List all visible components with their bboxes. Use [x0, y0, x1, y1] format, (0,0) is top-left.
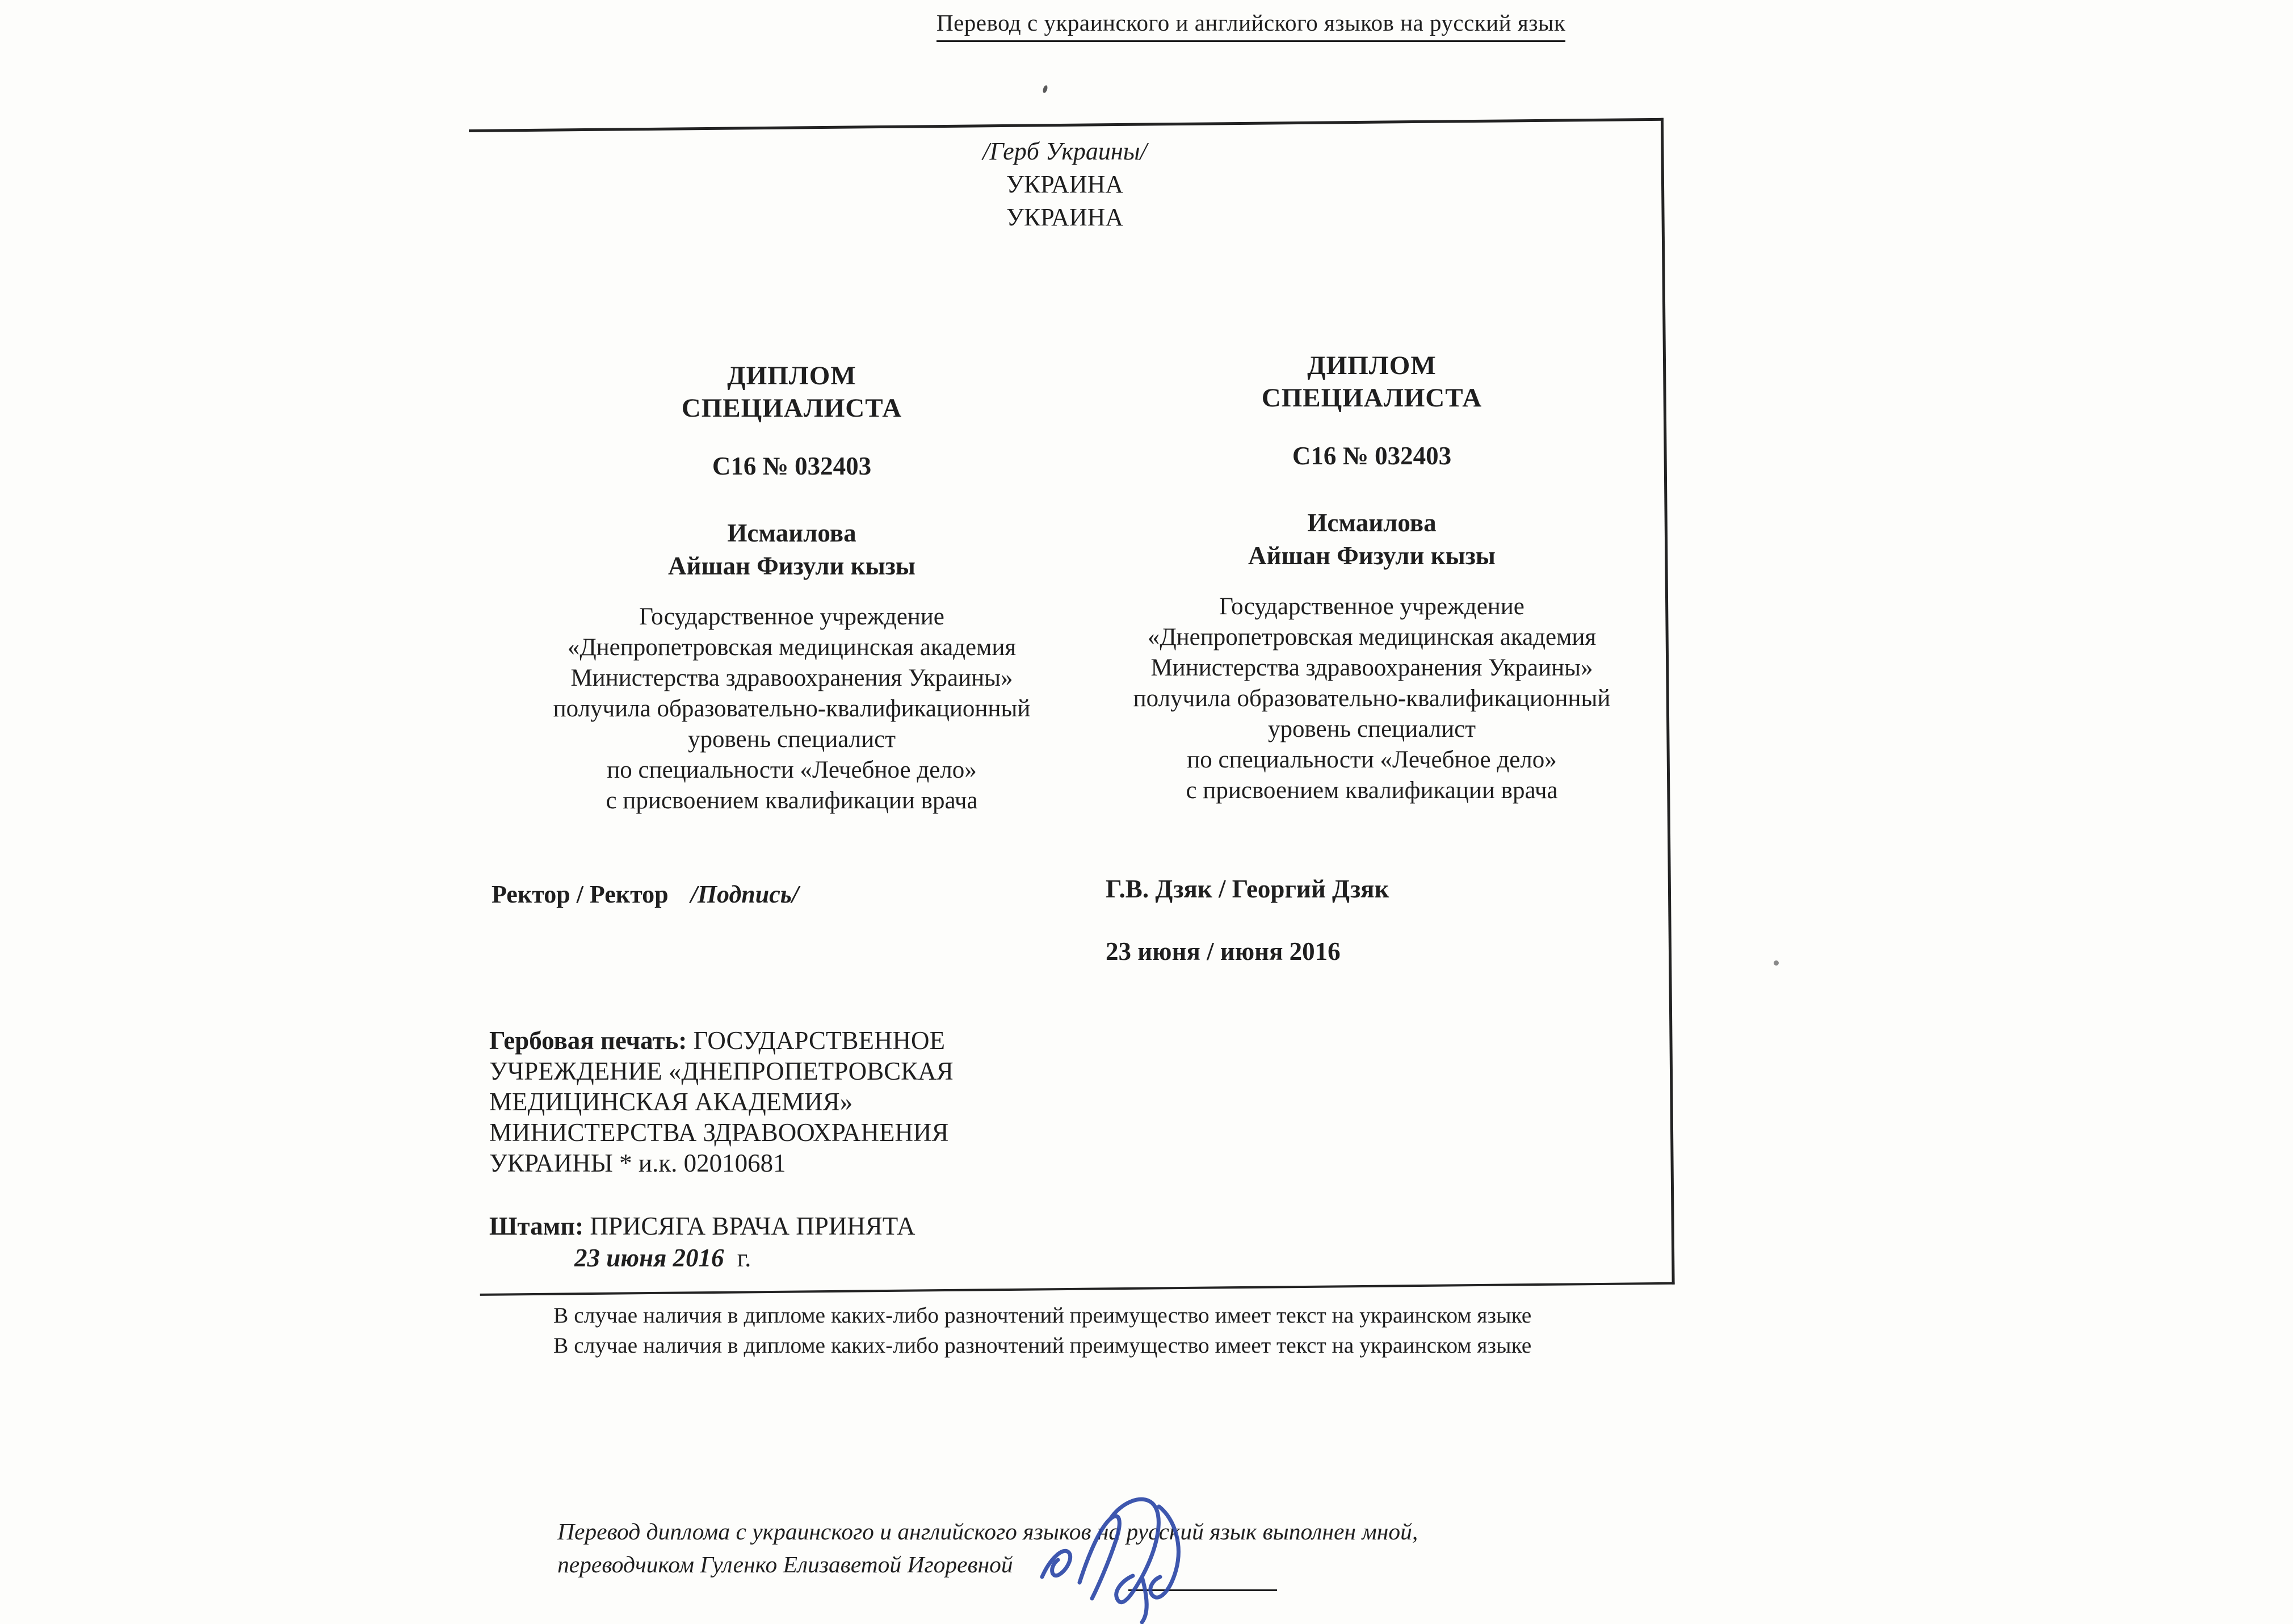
body-line: получила образовательно-квалификационный [1133, 685, 1611, 712]
body-line: получила образовательно-квалификационный [553, 695, 1031, 722]
language-priority-disclaimer-2: В случае наличия в дипломе каких-либо разночтений преимущество имеет текст на украинском языке [553, 1333, 1532, 1358]
scan-speck [1774, 960, 1779, 966]
translator-statement-line1: Перевод диплома с украинского и английского языков на русский язык выполнен мной, [557, 1518, 1418, 1545]
diploma-title-line1: ДИПЛОМ [727, 361, 856, 391]
body-line: по специальности «Лечебное дело» [607, 757, 977, 783]
body-line: по специальности «Лечебное дело» [1187, 746, 1557, 773]
seal-description-block [489, 1025, 1148, 1178]
diploma-body-left [505, 602, 1078, 816]
signature-note: /Подпись/ [690, 880, 799, 908]
diploma-title-right [1085, 350, 1658, 414]
translator-statement-line2: переводчиком Гуленко Елизаветой Игоревной [557, 1551, 1013, 1577]
holder-name-left [505, 517, 1078, 582]
seal-line [489, 1025, 1148, 1056]
diploma-body-right [1085, 591, 1658, 806]
stamp-label: Штамп: [489, 1212, 584, 1240]
diploma-number-left: С16 № 032403 [712, 452, 872, 480]
diploma-title-line1: ДИПЛОМ [1307, 351, 1437, 380]
diploma-title-line2: СПЕЦИАЛИСТА [1261, 383, 1483, 413]
holder-surname: Исмаилова [727, 519, 856, 547]
diploma-date: 23 июня / июня 2016 [1106, 937, 1341, 966]
seal-label: Гербовая печать: [489, 1026, 687, 1055]
seal-line: МЕДИЦИНСКАЯ АКАДЕМИЯ» [489, 1088, 853, 1116]
rector-label: Ректор / Ректор [492, 880, 669, 908]
diploma-number-right: С16 № 032403 [1292, 442, 1452, 470]
stamp-date-suffix: г. [737, 1244, 751, 1272]
emblem-note: /Герб Украины/ [982, 137, 1147, 165]
stamp-text: ПРИСЯГА ВРАЧА ПРИНЯТА [590, 1212, 915, 1240]
body-line: «Днепропетровская медицинская академия [567, 634, 1017, 661]
body-line: Министерства здравоохранения Украины» [570, 665, 1013, 691]
body-line: Министерства здравоохранения Украины» [1150, 654, 1593, 681]
seal-line: МИНИСТЕРСТВА ЗДРАВООХРАНЕНИЯ [489, 1118, 949, 1147]
diploma-title-line2: СПЕЦИАЛИСТА [681, 393, 902, 423]
stamp-date-line [574, 1243, 751, 1273]
holder-surname: Исмаилова [1307, 509, 1437, 537]
rector-name-translated: Г.В. Дзяк / Георгий Дзяк [1106, 875, 1389, 903]
body-line: Государственное учреждение [1219, 593, 1525, 620]
translation-header: Перевод с украинского и английского языков на русский язык [936, 9, 1565, 42]
body-line: уровень специалист [1267, 716, 1476, 742]
scan-speck [1042, 85, 1048, 93]
body-line: с присвоением квалификации врача [606, 787, 978, 814]
body-line: с присвоением квалификации врача [1186, 777, 1558, 804]
holder-given-names: Айшан Физули кызы [668, 552, 915, 580]
holder-given-names: Айшан Физули кызы [1248, 542, 1496, 570]
holder-name-right [1085, 506, 1658, 572]
translator-signature-ink [1025, 1486, 1241, 1624]
seal-line: УКРАИНЫ * и.к. 02010681 [489, 1149, 786, 1177]
seal-line: УЧРЕЖДЕНИЕ «ДНЕПРОПЕТРОВСКАЯ [489, 1057, 954, 1085]
stamp-date: 23 июня 2016 [574, 1244, 724, 1272]
country-name-ru: УКРАИНА [1006, 203, 1124, 231]
country-name-ua: УКРАИНА [1006, 170, 1124, 198]
rector-signature-line [492, 880, 799, 909]
body-line: «Днепропетровская медицинская академия [1147, 624, 1597, 651]
body-line: уровень специалист [687, 726, 896, 753]
language-priority-disclaimer-1: В случае наличия в дипломе каких-либо разночтений преимущество имеет текст на украинском языке [553, 1303, 1532, 1328]
diploma-title-left [505, 360, 1078, 425]
body-line: Государственное учреждение [639, 603, 944, 630]
seal-text: ГОСУДАРСТВЕННОЕ [693, 1026, 945, 1055]
emblem-block [469, 135, 1661, 234]
stamp-description-line [489, 1211, 915, 1241]
